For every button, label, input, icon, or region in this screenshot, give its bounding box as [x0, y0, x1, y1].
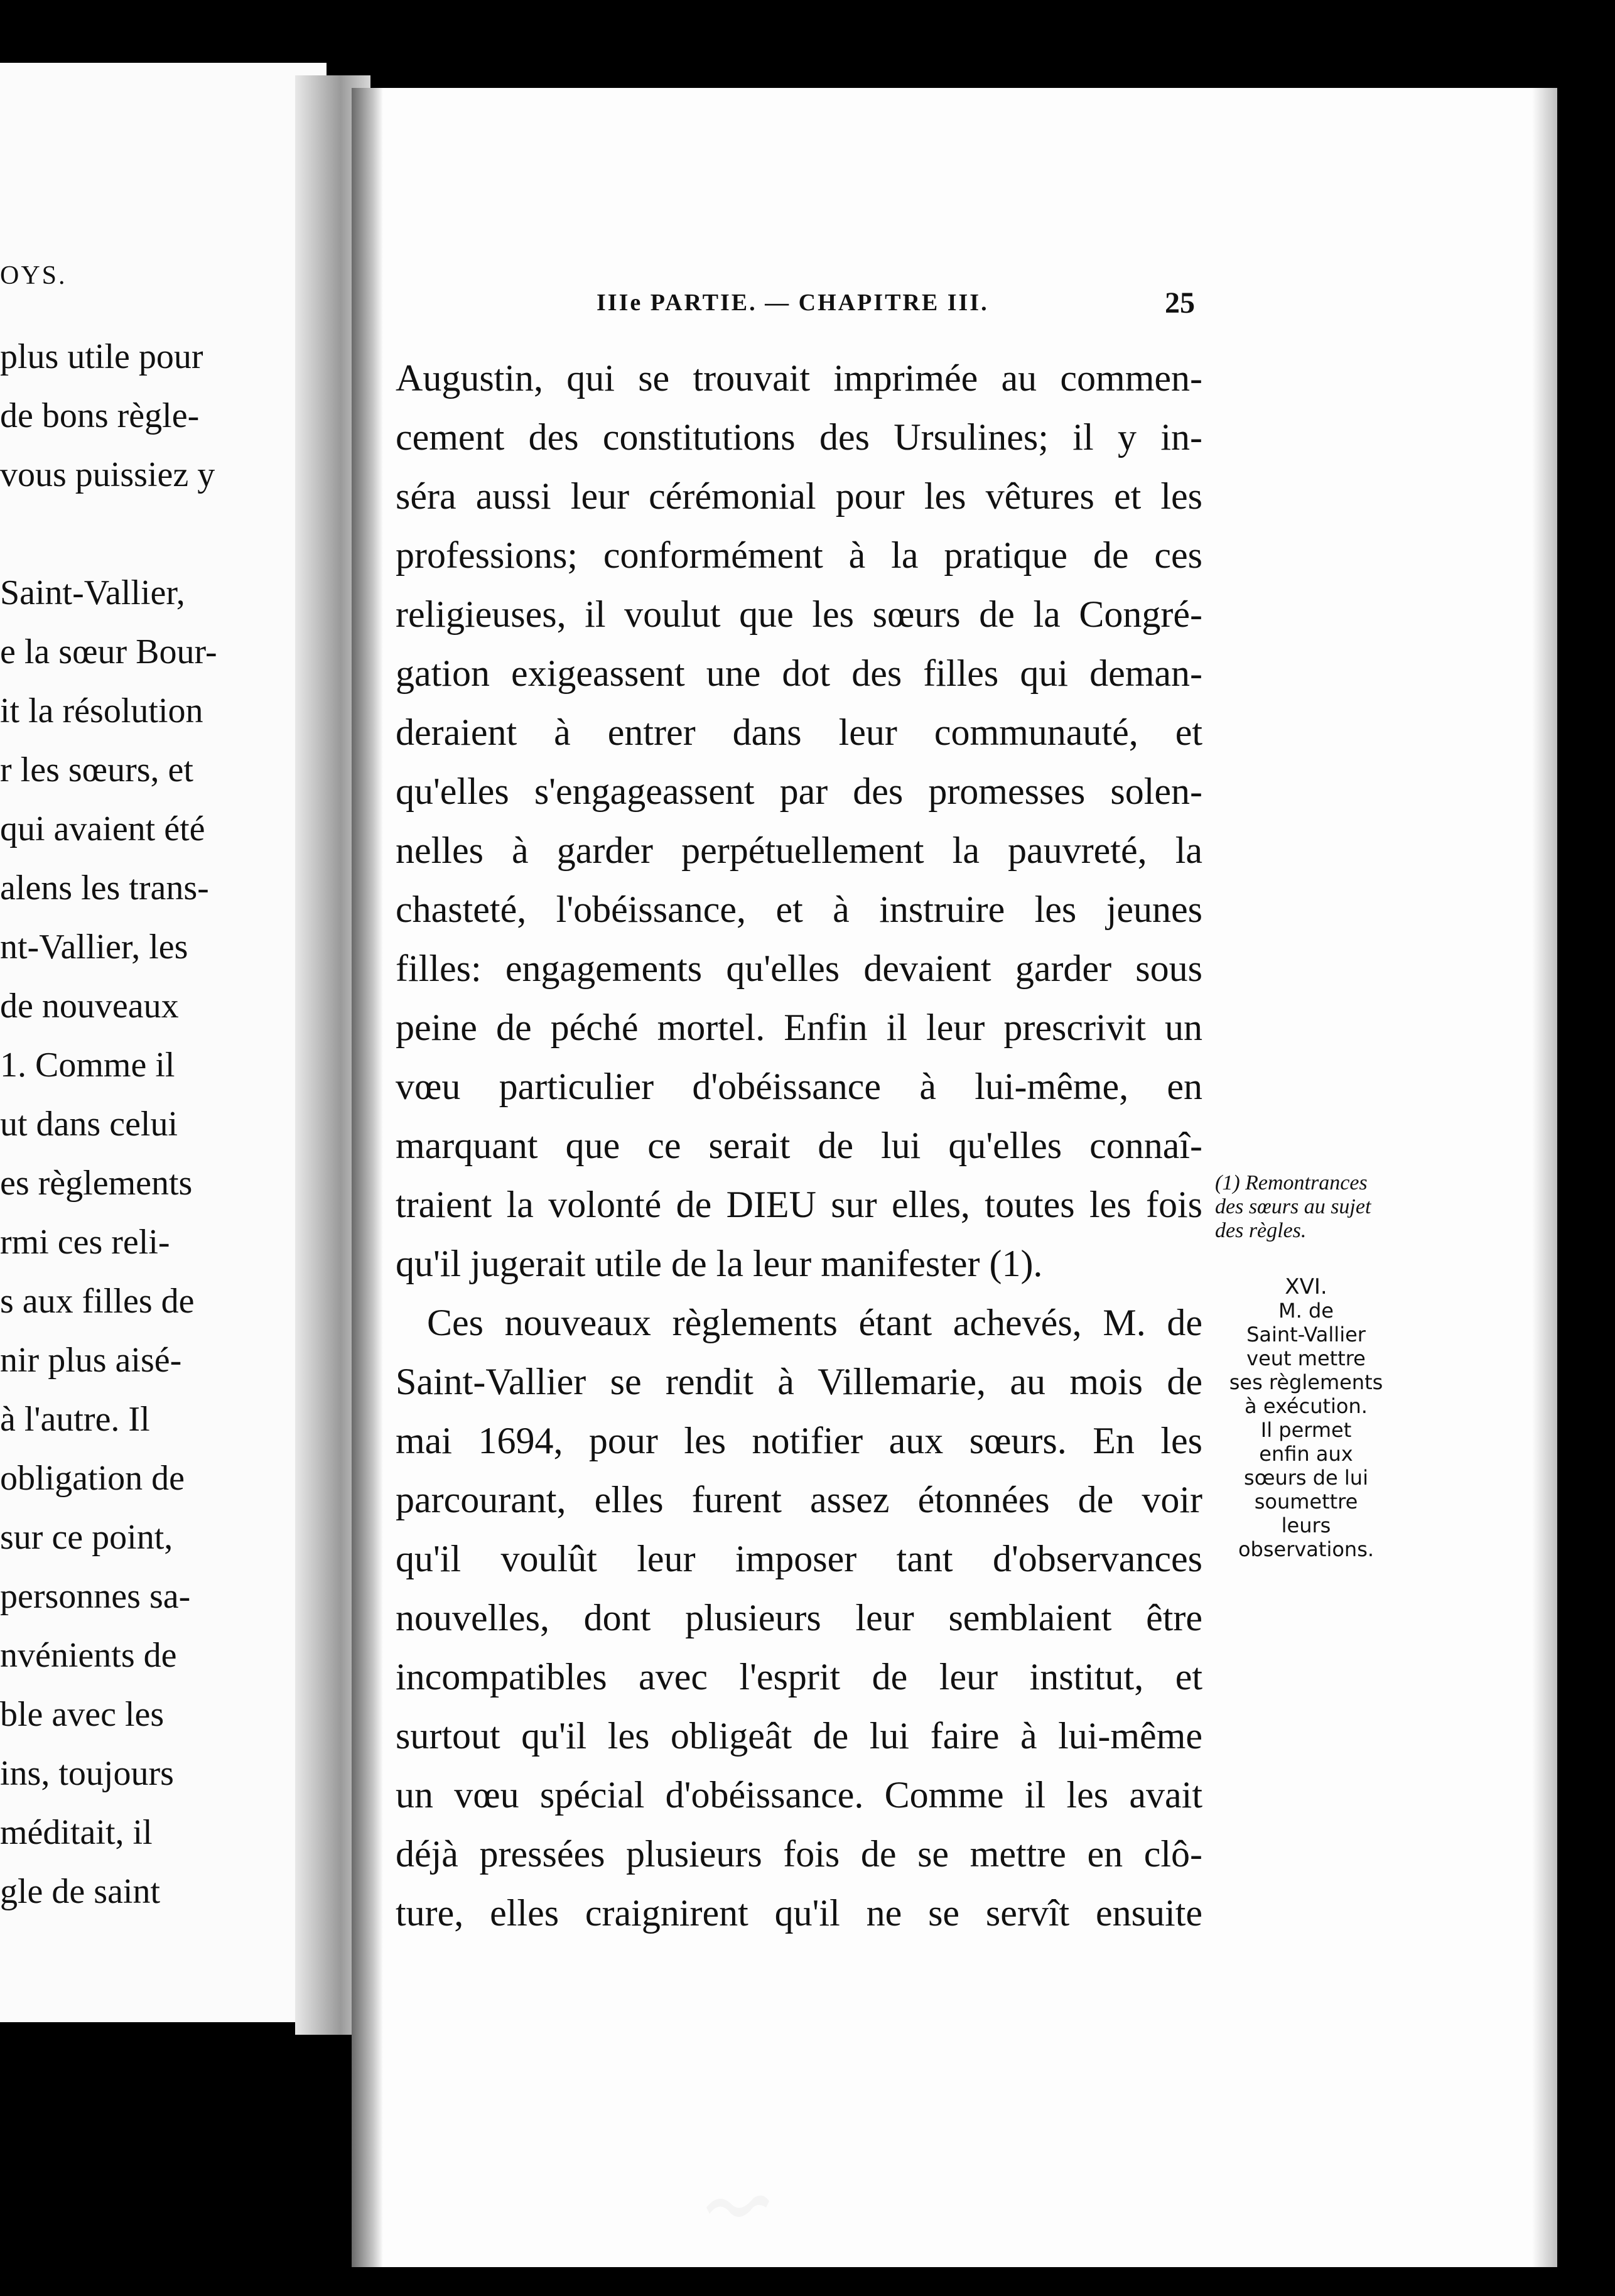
body-line: un vœu spécial d'obéissance. Comme il les avait — [396, 1774, 1202, 1816]
margin-note-line: XVI. — [1285, 1274, 1327, 1299]
body-line: marquant que ce serait de lui qu'elles connaî- — [396, 1125, 1202, 1166]
left-page-line: Saint-Vallier, — [0, 573, 185, 612]
left-page-line: nir plus aisé- — [0, 1341, 182, 1380]
left-page-line: de nouveaux — [0, 987, 179, 1026]
margin-note-line: ses règlements — [1229, 1370, 1383, 1394]
margin-note-line: Il permet — [1260, 1418, 1352, 1442]
body-line: déjà pressées plusieurs fois de se mettre en clô- — [396, 1833, 1202, 1875]
body-line: professions; conformément à la pratique de ces — [396, 534, 1202, 576]
running-header: IIIe PARTIE. — CHAPITRE III. — [597, 290, 989, 316]
body-line: chasteté, l'obéissance, et à instruire les jeunes — [396, 889, 1202, 930]
body-line: mai 1694, pour les notifier aux sœurs. En les — [396, 1420, 1202, 1461]
body-line: nouvelles, dont plusieurs leur semblaient être — [396, 1597, 1202, 1638]
margin-note-line: enfin aux — [1259, 1442, 1353, 1466]
left-page-line: alens les trans- — [0, 869, 209, 907]
left-page-line: it la résolution — [0, 691, 203, 730]
left-page-line: nvénients de — [0, 1636, 177, 1675]
page-number: 25 — [1165, 286, 1195, 320]
body-line: incompatibles avec l'esprit de leur institut, et — [396, 1656, 1202, 1698]
margin-note-line: M. de — [1278, 1299, 1334, 1323]
body-line: cement des constitutions des Ursulines; il y in- — [396, 416, 1202, 458]
margin-note-line: sœurs de lui — [1244, 1466, 1368, 1490]
body-line: Ces nouveaux règlements étant achevés, M. de — [427, 1302, 1202, 1343]
body-line: peine de péché mortel. Enfin il leur prescrivit un — [396, 1007, 1202, 1048]
body-line: religieuses, il voulut que les sœurs de la Congré- — [396, 593, 1202, 635]
body-line: nelles à garder perpétuellement la pauvreté, la — [396, 830, 1202, 871]
body-line: qu'elles s'engageassent par des promesses solen- — [396, 771, 1202, 812]
left-page-line: r les sœurs, et — [0, 750, 193, 789]
body-line: qu'il voulût leur imposer tant d'observances — [396, 1538, 1202, 1579]
margin-note-line: leurs — [1281, 1514, 1331, 1537]
margin-note-line: Saint-Vallier — [1246, 1323, 1366, 1346]
body-line: deraient à entrer dans leur communauté, et — [396, 712, 1202, 753]
left-page-line: ut dans celui — [0, 1105, 178, 1144]
margin-note-line: observations. — [1238, 1537, 1375, 1561]
footnote-margin: (1) Remontrances des sœurs au sujet des règles. — [1215, 1171, 1371, 1242]
gutter-shadow — [352, 88, 383, 2267]
left-page-line: sur ce point, — [0, 1518, 173, 1557]
left-page-line: plus utile pour — [0, 337, 203, 376]
left-page-line: de bons règle- — [0, 396, 200, 435]
body-line: filles: engagements qu'elles devaient garder sous — [396, 948, 1202, 989]
right-page-edge — [1532, 88, 1557, 2267]
body-line: ture, elles craignirent qu'il ne se servît ensuite — [396, 1892, 1202, 1934]
margin-summary — [1212, 1275, 1400, 1561]
body-line: Augustin, qui se trouvait imprimée au commen- — [396, 357, 1202, 399]
body-line: parcourant, elles furent assez étonnées de voir — [396, 1479, 1202, 1520]
body-line: traient la volonté de DIEU sur elles, toutes les fois — [396, 1184, 1202, 1225]
body-line: vœu particulier d'obéissance à lui-même, en — [396, 1066, 1202, 1107]
left-page-line: 1. Comme il — [0, 1046, 175, 1085]
left-page-line: méditait, il — [0, 1813, 153, 1852]
left-page-line: personnes sa- — [0, 1577, 191, 1616]
left-page-line: à l'autre. Il — [0, 1400, 150, 1439]
left-page-line: vous puissiez y — [0, 455, 215, 494]
body-line: qu'il jugerait utile de la leur manifester (1). — [396, 1243, 1043, 1284]
left-page-line: s aux filles de — [0, 1282, 195, 1321]
ornament-icon — [703, 2185, 772, 2223]
body-line: surtout qu'il les obligeât de lui faire à lui-même — [396, 1715, 1202, 1757]
left-page-line: nt-Vallier, les — [0, 928, 188, 967]
body-line: Saint-Vallier se rendit à Villemarie, au mois de — [396, 1361, 1202, 1402]
left-page-line: rmi ces reli- — [0, 1223, 170, 1262]
left-page-line: obligation de — [0, 1459, 185, 1498]
left-page-line: ins, toujours — [0, 1754, 174, 1793]
body-line: séra aussi leur cérémonial pour les vêtures et les — [396, 475, 1202, 517]
left-page-line: es règlements — [0, 1164, 193, 1203]
body-line: gation exigeassent une dot des filles qui deman- — [396, 653, 1202, 694]
left-page-line: gle de saint — [0, 1872, 161, 1911]
left-running-header: OYS. — [0, 261, 67, 290]
left-page-line: qui avaient été — [0, 810, 205, 848]
left-page-line: e la sœur Bour- — [0, 632, 217, 671]
margin-note-line: soumettre — [1254, 1490, 1358, 1514]
margin-note-line: à exécution. — [1245, 1394, 1368, 1418]
margin-note-line: veut mettre — [1246, 1346, 1366, 1370]
left-page-line: ble avec les — [0, 1695, 165, 1734]
